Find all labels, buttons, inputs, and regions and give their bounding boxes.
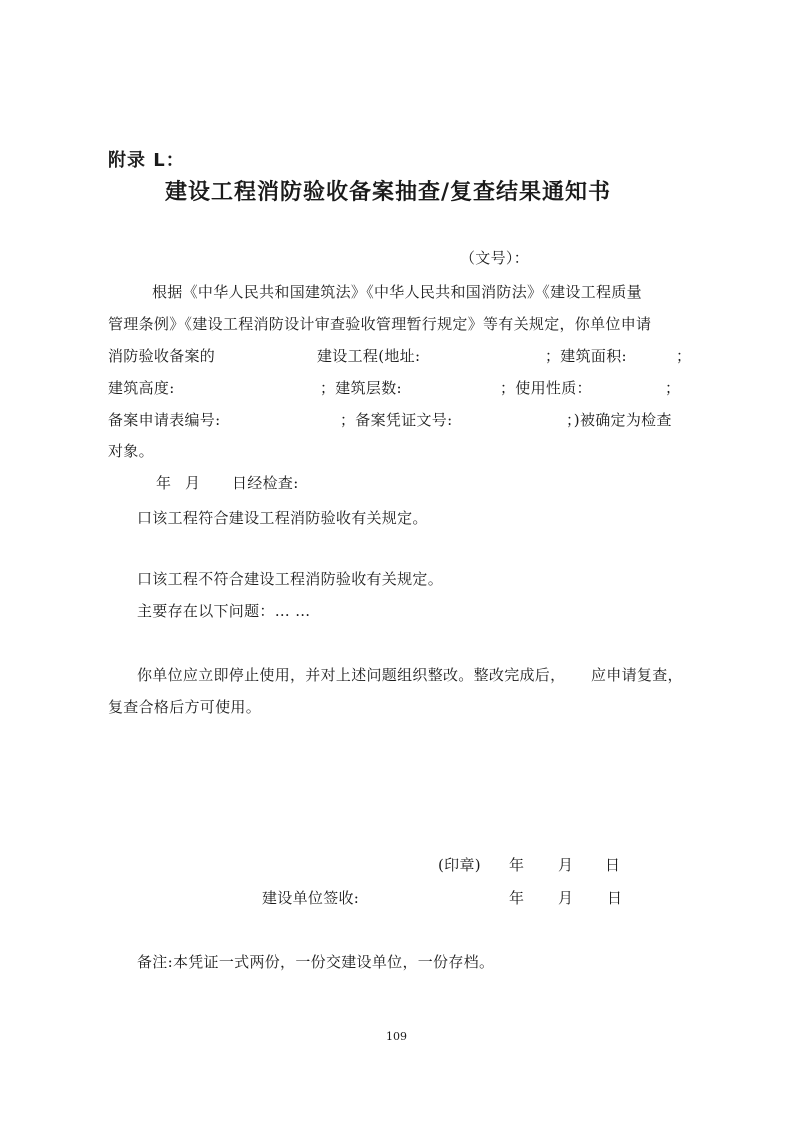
certificate-number-label: ；备案凭证文号:: [340, 411, 453, 429]
floors-label: ；建筑层数:: [320, 379, 402, 397]
year-label: 年: [156, 474, 172, 492]
note: 备注:本凭证一式两份，一份交建设单位，一份存档。: [137, 953, 495, 971]
sign-month: 月: [558, 889, 574, 907]
seal-label: (印章): [438, 856, 481, 874]
usage-label: ；使用性质：: [500, 379, 592, 397]
para-line-1: 根据《中华人民共和国建筑法》《中华人民共和国消防法》《建设工程质量: [152, 283, 642, 301]
seal-year: 年: [509, 856, 525, 874]
address-label: 建设工程(地址:: [317, 347, 421, 365]
instruction-line-2: 复查合格后方可使用。: [108, 698, 262, 716]
page-number: 109: [386, 1030, 407, 1043]
sign-day: 日: [607, 889, 623, 907]
option-pass: 口该工程符合建设工程消防验收有关规定。: [137, 509, 428, 527]
document-title: 建设工程消防验收备案抽查/复查结果通知书: [165, 180, 612, 205]
filing-label: 消防验收备案的: [108, 347, 216, 365]
month-label: 月: [185, 474, 201, 492]
instruction-text: 你单位应立即停止使用，并对上述问题组织整改。整改完成后，: [137, 666, 566, 684]
doc-number: （文号）：: [460, 249, 530, 267]
height-label: 建筑高度:: [108, 379, 175, 397]
semicolon: ；: [665, 379, 681, 397]
semicolon: ；: [676, 347, 692, 365]
form-number-label: 备案申请表编号:: [108, 411, 221, 429]
seal-day: 日: [605, 856, 621, 874]
problems-line: 主要存在以下问题：… …: [137, 602, 311, 620]
para-line-2: 管理条例》《建设工程消防设计审查验收管理暂行规定》等有关规定，你单位申请: [108, 315, 652, 333]
sign-year: 年: [509, 889, 525, 907]
seal-month: 月: [558, 856, 574, 874]
area-label: ；建筑面积:: [545, 347, 627, 365]
sign-label: 建设单位签收:: [262, 889, 360, 907]
recheck-text: 应申请复查，: [591, 666, 683, 684]
day-check-label: 日经检查:: [232, 474, 299, 492]
selected-for-inspection: ；)被确定为检查: [566, 411, 672, 429]
appendix-label: 附录 L：: [108, 150, 185, 171]
para-line-6: 对象。: [108, 442, 154, 460]
option-fail: 口该工程不符合建设工程消防验收有关规定。: [137, 570, 444, 588]
